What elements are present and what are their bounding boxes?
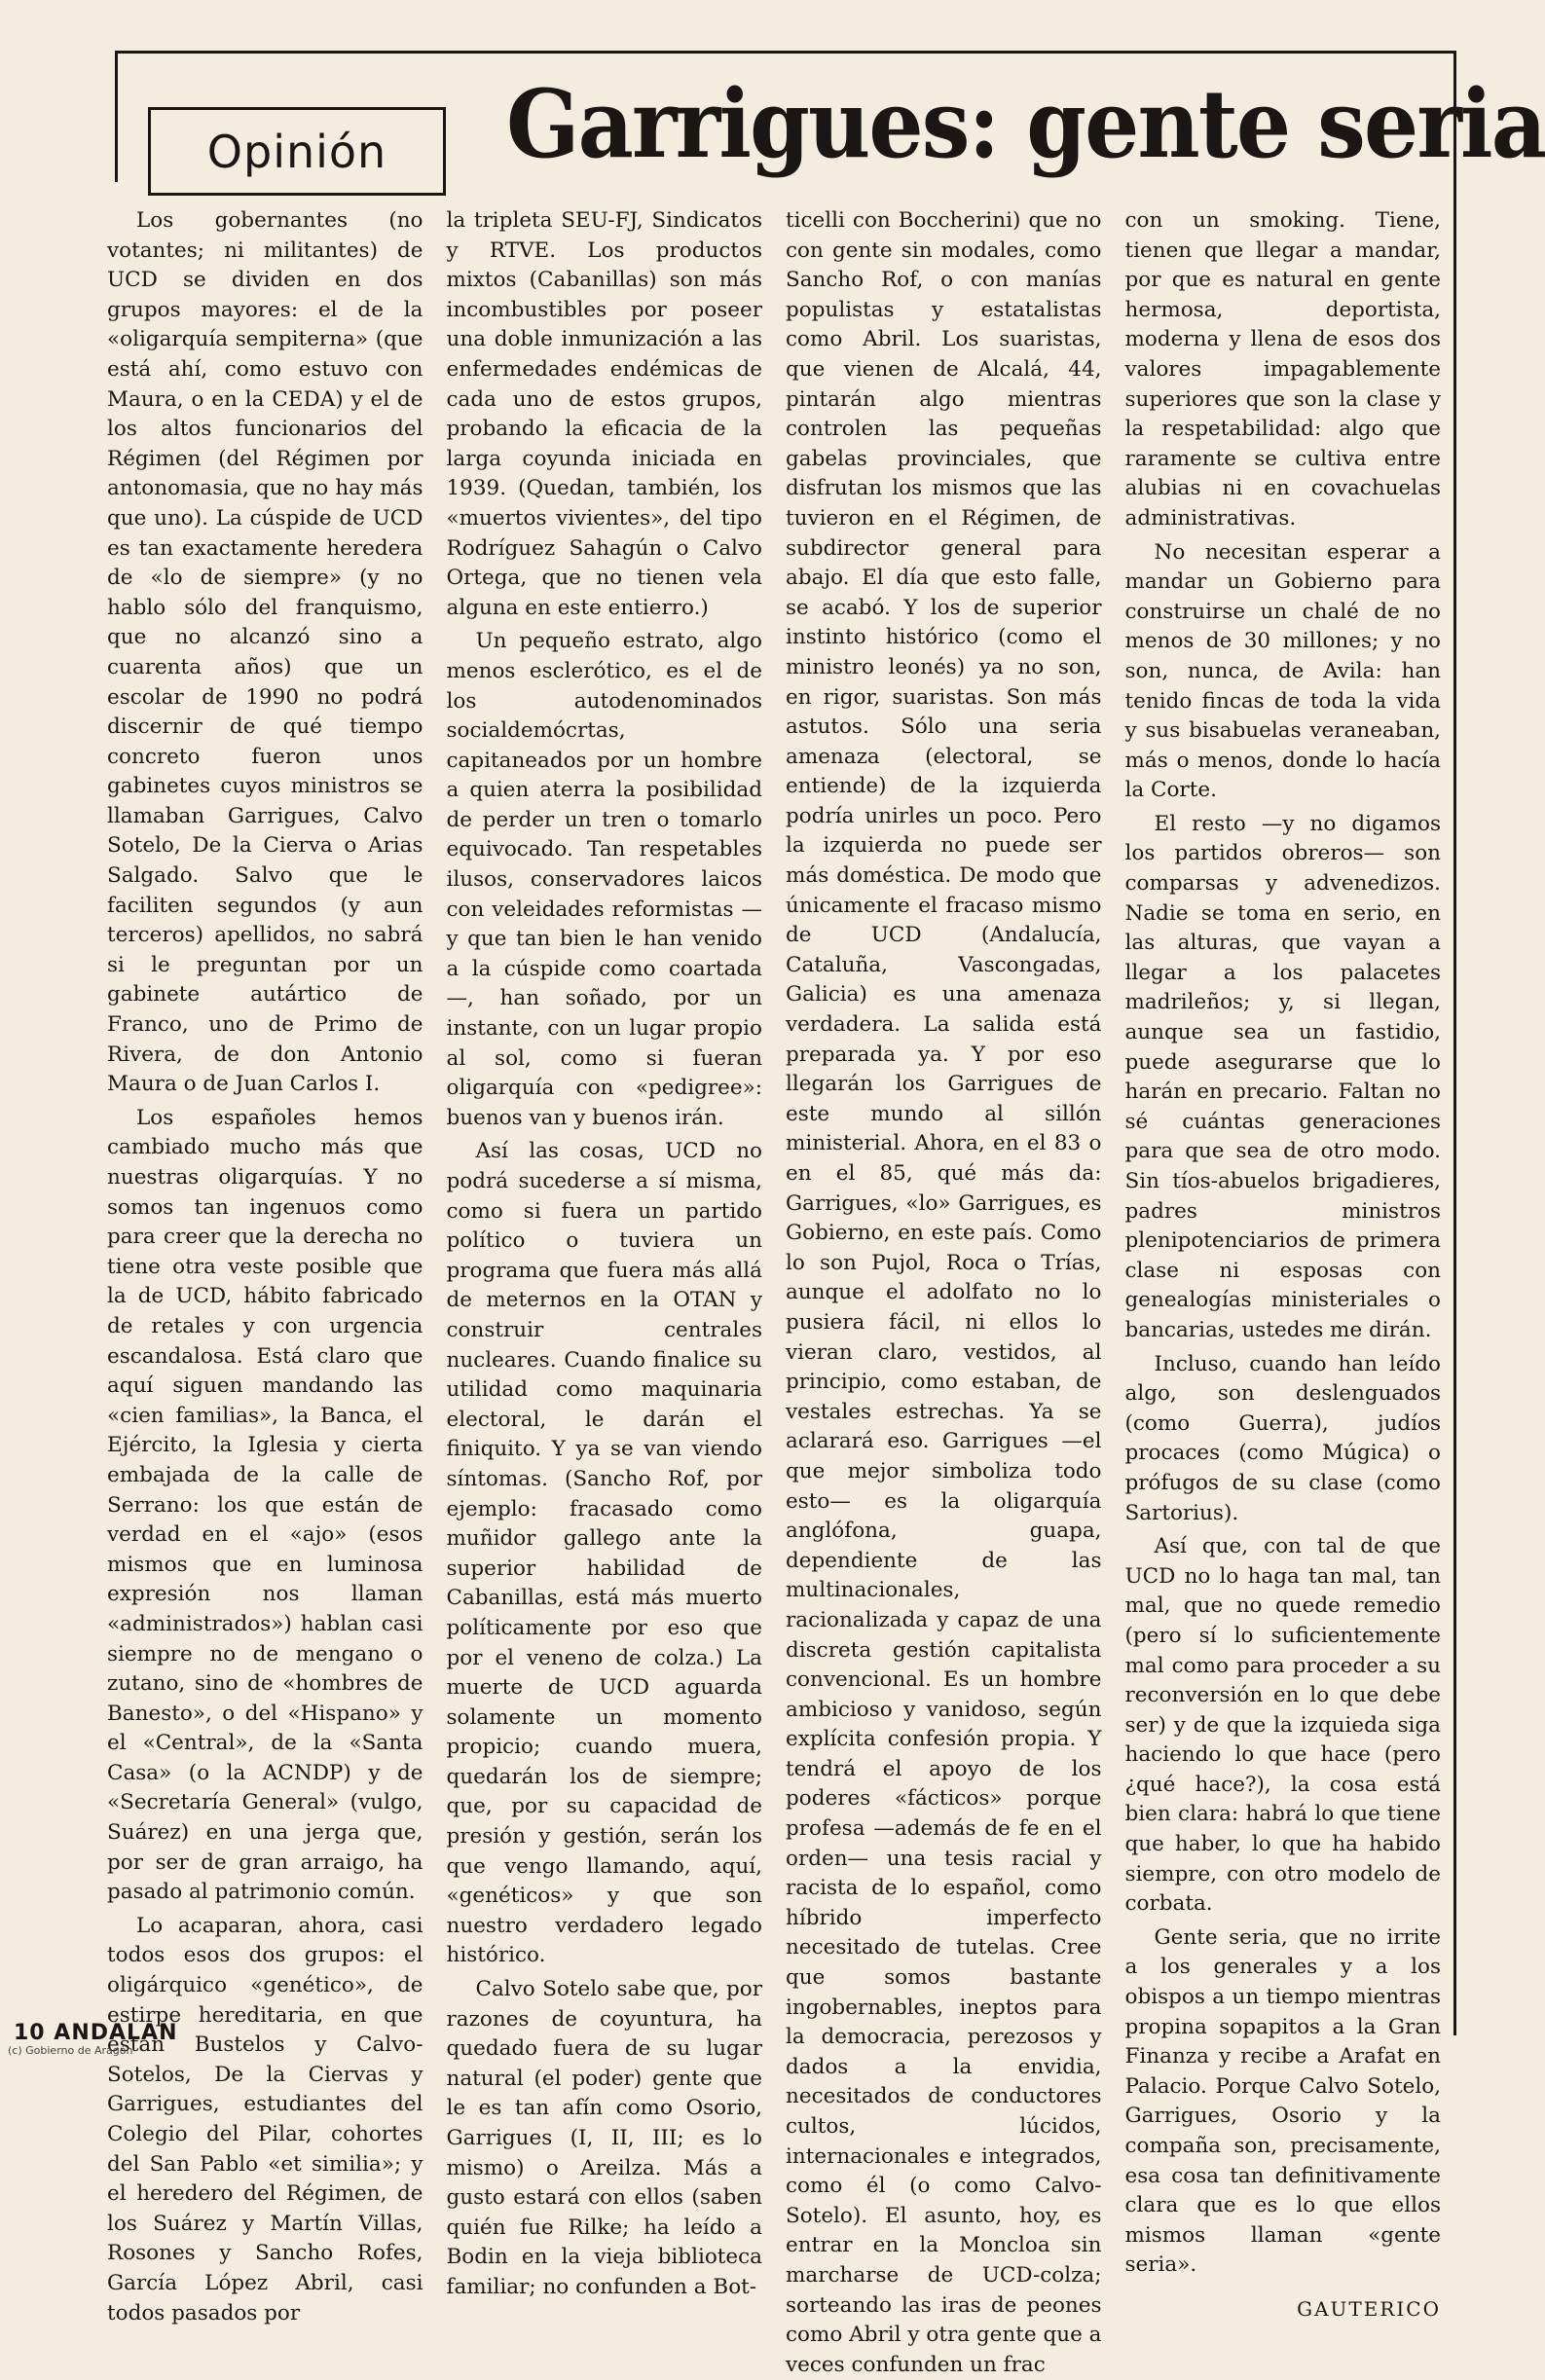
publication-name: ANDALAN [54, 2021, 178, 2045]
headline: Garrigues: gente seria [506, 69, 1545, 179]
column-2 [446, 206, 763, 2299]
paragraph: Así las cosas, UCD no podrá sucederse a sí misma, como si fuera un partido político o tuviera un programa que fuera más allá de meternos en la OTAN y construir centrales nucleares. Cuando finalice su utilidad como maquinaria electoral, le darán el finiquito. Y ya se van viendo síntomas. (Sancho Rof, por ejemplo: fracasado como muñidor gallego ante la superior habilidad de Cabanillas, está más muerto políticamente por eso que por el veneno de colza.) La muerte de UCD aguarda solamente un momento propicio; cuando muera, quedarán los de siempre; que, por su capacidad de presión y gestión, serán los que vengo llamando, aquí, «genéticos» y que son nuestro verdadero legado histórico. [446, 1139, 762, 1968]
paragraph: Un pequeño estrato, algo menos esclerótico, es el de los autodenominados socialdemócrtas, capitaneados por un hombre a quien aterra la posibilidad de perder un tren o tomarlo equivocado. Tan respetables ilusos, conservadores laicos con veleidades reformistas —y que tan bien le han venido a la cúspide como coartada—, han soñado, por un instante, con un lugar propio al sol, como si fueran oligarquía con «pedigree»: buenos van y buenos irán. [446, 629, 762, 1130]
paragraph: Los españoles hemos cambiado mucho más que nuestras oligarquías. Y no somos tan ingenuos como para creer que la derecha no tiene otra veste posible que la de UCD, hábito fabricado de retales y con urgencia escandalosa. Está claro que aquí siguen mandando las «cien familias», la Banca, el Ejército, la Iglesia y cierta embajada de la calle de Serrano: los que están de verdad en el «ajo» (esos mismos que en luminosa expresión nos llaman «administrados») hablan casi siempre no de mengano o zutano, sino de «hombres de Banesto», o del «Hispano» y el «Central», de la «Santa Casa» (o la ACNDP) y de «Secretaría General» (vulgo, Suárez) en una jerga que, por ser de gran arraigo, ha pasado al patrimonio común. [107, 1105, 423, 1905]
section-box [148, 107, 446, 196]
page-footer [14, 2021, 177, 2045]
author-signature: GAUTERICO [1297, 2296, 1441, 2321]
paragraph: Calvo Sotelo sabe que, por razones de coyuntura, ha quedado fuera de su lugar natural (el poder) gente que le es tan afín como Osorio, Garrigues (I, II, III; es lo mismo) o Areilza. Más a gusto estará con ellos (saben quién fue Rilke; ha leído a Bodin en la vieja biblioteca familiar; no confunden a Bot- [446, 1977, 762, 2299]
paragraph: Lo acaparan, ahora, casi todos esos dos grupos: el oligárquico «genético», de estirpe hereditaria, en que están Bustelos y Calvo-Sotelos, De la Ciervas y Garrigues, estudiantes del Colegio del Pilar, cohortes del San Pablo «et similia»; y el heredero del Régimen, de los Suárez y Martín Villas, Rosones y Sancho Rofes, García López Abril, casi todos pasados por [107, 1913, 423, 2325]
section-label: Opinión [206, 125, 387, 178]
paragraph: El resto —y no digamos los partidos obreros— son comparsas y advenedizos. Nadie se toma en serio, en las alturas, que vayan a llegar a los palacetes madrileños; y, si llegan, aunque sea un fastidio, puede asegurarse que lo harán en precario. Faltan no sé cuántas generaciones para que sea de otro modo. Sin tíos-abuelos brigadieres, padres ministros plenipotenciarios de primera clase ni esposas con genealogías ministeriales o bancarias, ustedes me dirán. [1124, 811, 1441, 1342]
paragraph: con un smoking. Tiene, tienen que llegar a mandar, por que es natural en gente hermosa, deportista, moderna y llena de esos dos valores impagablemente superiores que son la clase y la respetabilidad: algo que raramente se cultiva entre alubias ni en covachuelas administrativas. [1124, 208, 1441, 531]
column-3 [786, 206, 1102, 2377]
page-number: 10 [14, 2021, 46, 2045]
paragraph: la tripleta SEU-FJ, Sindicatos y RTVE. Los productos mixtos (Cabanillas) son más incombustibles por poseer una doble inmunización a las enfermedades endémicas de cada uno de estos grupos, probando la eficacia de la larga coyunda iniciada en 1939. (Quedan, también, los «muertos vivientes», del tipo Rodríguez Sahagún o Calvo Ortega, que no tienen vela alguna en este entierro.) [446, 208, 762, 620]
paragraph: Gente seria, que no irrite a los generales y a los obispos a un tiempo mientras propina sopapitos a la Gran Finanza y recibe a Arafat en Palacio. Porque Calvo Sotelo, Garrigues, Osorio y la compaña son, precisamente, esa cosa tan definitivamente clara que es lo que ellos mismos llaman «gente seria». [1124, 1924, 1441, 2278]
paragraph: Los gobernantes (no votantes; ni militantes) de UCD se dividen en dos grupos mayores: el de la «oligarquía sempiterna» (que está ahí, como estuvo con Maura, o en la CEDA) y el de los altos funcionarios del Régimen (del Régimen por antonomasia, que no hay más que uno). La cúspide de UCD es tan exactamente heredera de «lo de siempre» (y no hablo sólo del franquismo, que no alcanzó sino a cuarenta años) que un escolar de 1990 no podrá discernir de qué tiempo concreto fueron unos gabinetes cuyos ministros se llamaban Garrigues, Calvo Sotelo, De la Cierva o Arias Salgado. Salvo que le faciliten segundos (y aun terceros) apellidos, no sabrá si le preguntan por un gabinete autártico de Franco, uno de Primo de Rivera, de don Antonio Maura o de Juan Carlos I. [107, 208, 423, 1097]
paragraph: Así que, con tal de que UCD no lo haga tan mal, tan mal, que no quede remedio (pero sí lo suficientemente mal como para proceder a su reconversión en lo que debe ser) y de que la izquieda siga haciendo lo que hace (pero ¿qué hace?), la cosa está bien clara: habrá lo que tiene que haber, lo que ha habido siempre, con otro modelo de corbata. [1124, 1534, 1441, 1917]
image-credit: (c) Gobierno de Aragón [8, 2044, 133, 2057]
paragraph: ticelli con Boccherini) que no con gente sin modales, como Sancho Rof, o con manías populistas y estatalistas como Abril. Los suaristas, que vienen de Alcalá, 44, pintarán algo mientras controlen las pequeñas gabelas provinciales, que disfrutan los mismos que las tuvieron en el Régimen, de subdirector general para abajo. El día que esto falle, se acabó. Y los de superior instinto histórico (como el ministro leonés) ya no son, en rigor, suaristas. Son más astutos. Sólo una seria amenaza (electoral, se entiende) de la izquierda podría unirles un poco. Pero la izquierda no puede ser más doméstica. De modo que únicamente el fracaso mismo de UCD (Andalucía, Cataluña, Vascongadas, Galicia) es una amenaza verdadera. La salida está preparada ya. Y por eso llegarán los Garrigues de este mundo al sillón ministerial. Ahora, en el 83 o en el 85, qué más da: Garrigues, «lo» Garrigues, es Gobierno, en este país. Como lo son Pujol, Roca o Trías, aunque el adolfato no lo pusiera fácil, ni ellos lo vieran claro, vestidos, al principio, como estaban, de vestales estrechas. Ya se aclarará eso. Garrigues —el que mejor simboliza todo esto— es la oligarquía anglófona, guapa, dependiente de las multinacionales, racionalizada y capaz de una discreta gestión capitalista convencional. Es un hombre ambicioso y vanidoso, según explícita confesión propia. Y tendrá el apoyo de los poderes «fácticos» porque profesa —además de fe en el orden— una tesis racial y racista de lo español, como híbrido imperfecto necesitado de tutelas. Cree que somos bastante ingobernables, ineptos para la democracia, perezosos y dados a la envidia, necesitados de conductores cultos, lúcidos, internacionales e integrados, como él (o como Calvo-Sotelo). El asunto, hoy, es entrar en la Moncloa sin marcharse de UCD-colza; sorteando las iras de peones como Abril y otra gente que a veces confunden un frac [786, 208, 1102, 2377]
paragraph: No necesitan esperar a mandar un Gobierno para construirse un chalé de no menos de 30 millones; y no son, nunca, de Avila: han tenido fincas de toda la vida y sus bisabuelas veraneaban, más o menos, donde lo hacía la Corte. [1124, 539, 1441, 803]
paragraph: Incluso, cuando han leído algo, son deslenguados (como Guerra), judíos procaces (como Múgica) o prófugos de su clase (como Sartorius). [1124, 1351, 1441, 1525]
column-4 [1124, 206, 1442, 2321]
frame-left-rule [115, 51, 118, 182]
